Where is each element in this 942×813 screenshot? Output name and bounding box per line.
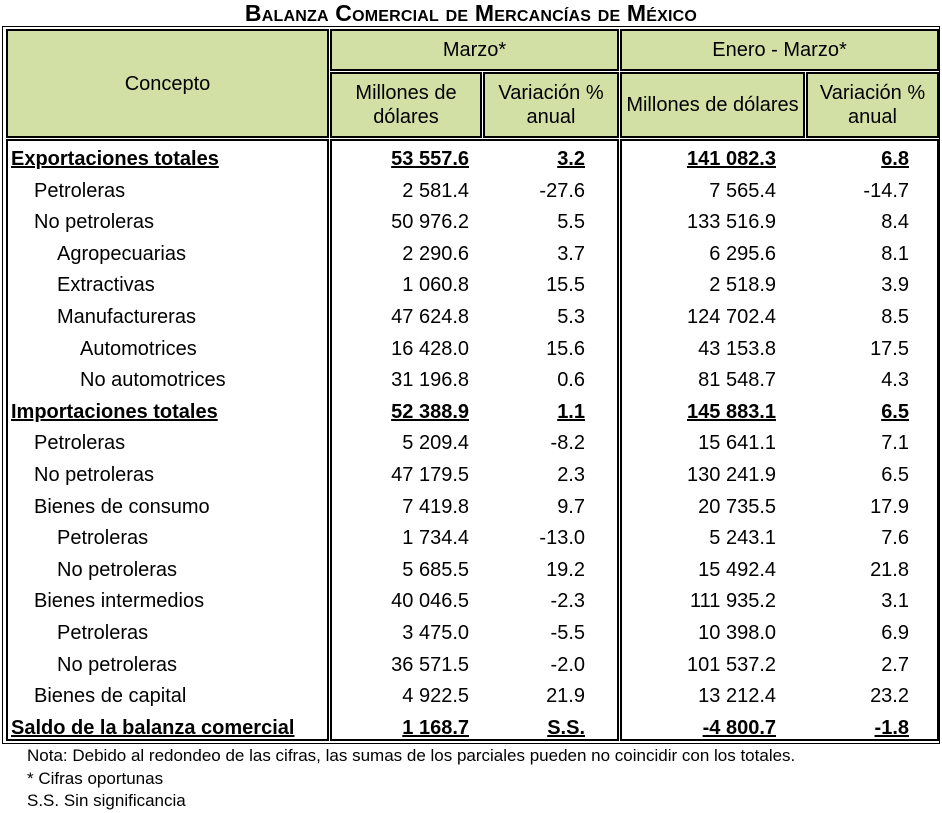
table-row: [3, 333, 939, 365]
row-marzo-variacion: 9.7: [557, 495, 585, 518]
row-marzo-variacion: 3.7: [557, 242, 585, 265]
row-concepto: No petroleras: [34, 211, 155, 234]
row-concepto: Bienes intermedios: [34, 590, 205, 613]
header-marzo-millones: Millones de dólares: [330, 72, 482, 138]
row-marzo-variacion: 5.5: [557, 211, 585, 234]
row-enero-variacion: 8.4: [881, 211, 909, 234]
note-redondeo: Nota: Debido al redondeo de las cifras, las sumas de los parciales pueden no coincidir con los totales.: [27, 746, 796, 765]
row-concepto: Importaciones totales: [11, 400, 218, 423]
row-marzo-millones: 52 388.9: [391, 400, 469, 423]
row-concepto: Petroleras: [34, 179, 126, 202]
header-enero-marzo: Enero - Marzo*: [620, 29, 939, 71]
row-marzo-millones: 47 624.8: [391, 306, 469, 328]
row-concepto: Agropecuarias: [57, 242, 186, 265]
row-enero-variacion: 17.9: [870, 495, 909, 518]
row-enero-variacion: 6.9: [881, 622, 909, 644]
table-row: [3, 427, 939, 459]
row-enero-millones: 141 082.3: [687, 148, 776, 170]
header-enero-millones: Millones de dólares: [620, 72, 805, 138]
row-marzo-variacion: -27.6: [539, 179, 585, 202]
row-marzo-millones: 5 209.4: [402, 432, 469, 455]
row-enero-millones: 20 735.5: [698, 495, 776, 518]
table-row: [3, 712, 939, 744]
row-concepto: No automotrices: [80, 369, 226, 392]
table-row: [3, 554, 939, 586]
row-marzo-millones: 3 475.0: [402, 622, 469, 644]
row-enero-millones: 145 883.1: [687, 400, 776, 423]
row-concepto: Bienes de consumo: [34, 495, 210, 518]
row-concepto: Exportaciones totales: [11, 148, 219, 170]
row-marzo-millones: 53 557.6: [391, 148, 469, 170]
row-enero-millones: 2 518.9: [709, 274, 776, 297]
row-marzo-millones: 5 685.5: [402, 558, 469, 581]
row-enero-variacion: 8.5: [881, 306, 909, 328]
row-enero-millones: 111 935.2: [689, 590, 776, 613]
row-marzo-variacion: S.S.: [547, 716, 585, 739]
footnotes: [27, 745, 795, 813]
note-sin-significancia: S.S. Sin significancia: [27, 791, 186, 810]
row-enero-millones: 130 241.9: [687, 464, 776, 486]
row-marzo-variacion: 15.5: [546, 274, 585, 297]
table-row: [3, 680, 939, 712]
row-marzo-millones: 50 976.2: [391, 211, 469, 234]
row-marzo-variacion: 3.2: [557, 148, 585, 170]
row-enero-variacion: 3.9: [881, 274, 909, 297]
row-enero-millones: 15 492.4: [698, 558, 776, 581]
row-enero-variacion: 6.8: [881, 148, 909, 170]
row-marzo-millones: 1 168.7: [402, 716, 469, 739]
row-concepto: Petroleras: [57, 622, 149, 644]
table-row: [3, 522, 939, 554]
header-marzo: Marzo*: [330, 29, 619, 71]
row-concepto: No petroleras: [57, 558, 178, 581]
balance-table: [2, 26, 940, 744]
row-enero-millones: 101 537.2: [687, 653, 776, 676]
row-enero-variacion: -1.8: [874, 716, 909, 739]
table-row: [3, 585, 939, 617]
row-enero-millones: 43 153.8: [698, 337, 776, 360]
row-marzo-millones: 2 581.4: [402, 179, 469, 202]
row-enero-millones: 13 212.4: [698, 685, 776, 708]
row-enero-variacion: 2.7: [881, 653, 909, 676]
row-concepto: Petroleras: [34, 432, 126, 455]
table-row: [3, 459, 939, 491]
table-row: [3, 649, 939, 681]
table-row: [3, 143, 939, 175]
row-marzo-millones: 31 196.8: [391, 369, 469, 392]
row-enero-millones: 5 243.1: [709, 527, 776, 550]
row-concepto: No petroleras: [57, 653, 178, 676]
row-marzo-variacion: -2.0: [550, 653, 585, 676]
row-marzo-variacion: -5.5: [550, 622, 585, 644]
row-enero-variacion: 6.5: [881, 400, 909, 423]
row-enero-variacion: 4.3: [881, 369, 909, 392]
row-marzo-variacion: -13.0: [539, 527, 585, 550]
row-enero-variacion: 17.5: [870, 337, 909, 360]
row-concepto: Manufactureras: [57, 306, 196, 328]
row-marzo-variacion: 2.3: [557, 464, 585, 486]
row-marzo-millones: 4 922.5: [402, 685, 469, 708]
row-marzo-millones: 36 571.5: [391, 653, 469, 676]
table-row: [3, 396, 939, 428]
row-concepto: No petroleras: [34, 464, 155, 486]
row-marzo-variacion: 21.9: [546, 685, 585, 708]
row-enero-millones: 7 565.4: [709, 179, 776, 202]
row-marzo-variacion: 0.6: [557, 369, 585, 392]
header-concepto: Concepto: [6, 29, 329, 138]
row-enero-variacion: 7.6: [881, 527, 909, 550]
table-row: [3, 364, 939, 396]
row-enero-millones: 10 398.0: [698, 622, 776, 644]
row-concepto: Extractivas: [57, 274, 155, 297]
row-enero-millones: -4 800.7: [702, 716, 776, 739]
row-marzo-millones: 1 060.8: [402, 274, 469, 297]
table-row: [3, 175, 939, 207]
header-enero-variacion: Variación % anual: [806, 72, 939, 138]
row-concepto: Automotrices: [80, 337, 197, 360]
row-concepto: Bienes de capital: [34, 685, 187, 708]
header-marzo-variacion: Variación % anual: [483, 72, 619, 138]
row-enero-variacion: 8.1: [881, 242, 909, 265]
row-enero-millones: 124 702.4: [687, 306, 776, 328]
row-marzo-millones: 2 290.6: [402, 242, 469, 265]
row-enero-variacion: -14.7: [863, 179, 909, 202]
table-title: Balanza Comercial de Mercancías de México: [244, 0, 698, 26]
row-enero-millones: 6 295.6: [709, 242, 776, 265]
table-row: [3, 301, 939, 333]
row-marzo-variacion: 5.3: [557, 306, 585, 328]
row-enero-millones: 15 641.1: [698, 432, 776, 455]
table-row: [3, 269, 939, 301]
row-marzo-variacion: -2.3: [550, 590, 585, 613]
table-row: [3, 238, 939, 270]
row-marzo-variacion: 15.6: [546, 337, 585, 360]
row-concepto: Petroleras: [57, 527, 149, 550]
row-marzo-millones: 40 046.5: [391, 590, 469, 613]
table-row: [3, 617, 939, 649]
row-marzo-millones: 16 428.0: [391, 337, 469, 360]
row-enero-variacion: 21.8: [870, 558, 909, 581]
row-marzo-variacion: 19.2: [546, 558, 585, 581]
row-enero-variacion: 7.1: [881, 432, 909, 455]
row-marzo-variacion: -8.2: [550, 432, 585, 455]
row-marzo-millones: 1 734.4: [402, 527, 469, 550]
row-enero-millones: 133 516.9: [687, 211, 776, 234]
row-marzo-variacion: 1.1: [557, 400, 585, 423]
row-enero-variacion: 3.1: [881, 590, 909, 613]
note-cifras-oportunas: * Cifras oportunas: [27, 768, 164, 788]
row-concepto: Saldo de la balanza comercial: [11, 716, 295, 739]
row-enero-variacion: 23.2: [870, 685, 909, 708]
row-enero-variacion: 6.5: [881, 464, 909, 486]
table-row: [3, 206, 939, 238]
row-enero-millones: 81 548.7: [698, 369, 776, 392]
row-marzo-millones: 47 179.5: [391, 464, 469, 486]
table-row: [3, 491, 939, 523]
row-marzo-millones: 7 419.8: [402, 495, 469, 518]
